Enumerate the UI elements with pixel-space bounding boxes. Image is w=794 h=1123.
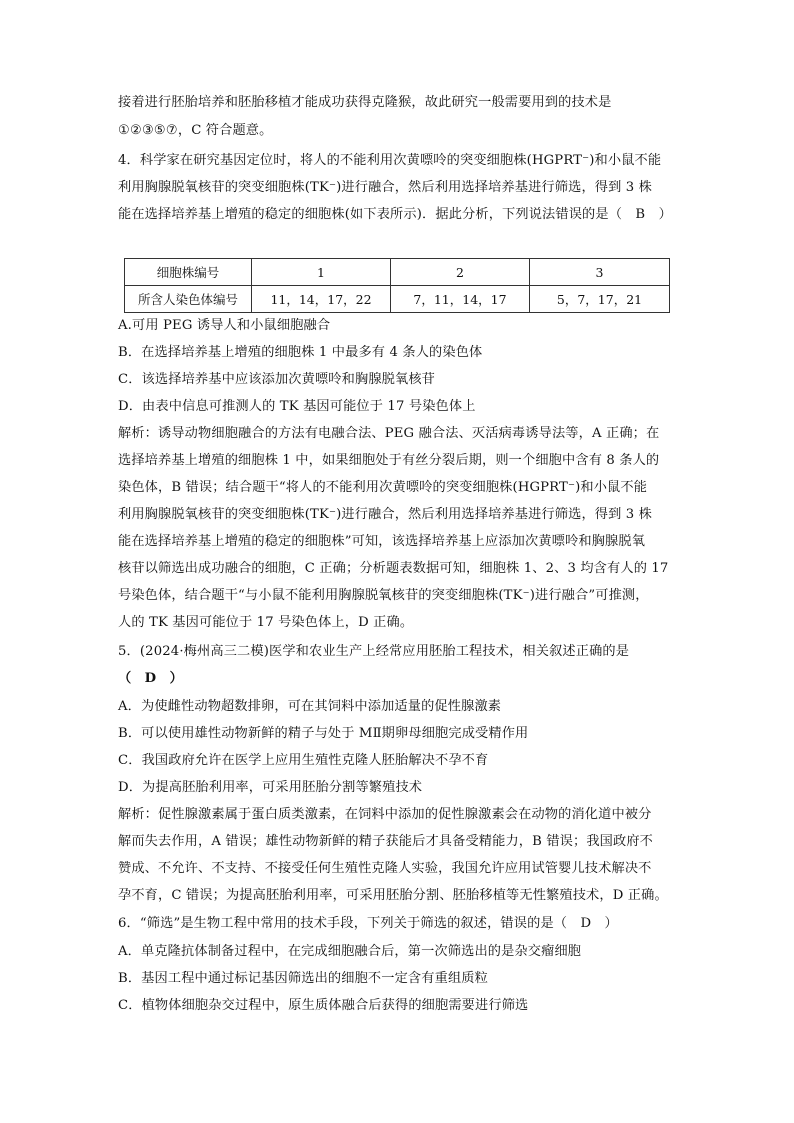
analysis-line: 能在选择培养基上增殖的稳定的细胞株”可知，该选择培养基上应添加次黄嘌呤和胸腺脱氧	[118, 534, 646, 549]
analysis-line: 赞成、不允许、不支持、不接受任何生殖性克隆人实验，我国允许应用试管婴儿技术解决不	[118, 861, 652, 876]
table-cell: 11，14，17，22	[252, 286, 391, 313]
cell-line-table	[124, 258, 670, 313]
analysis-line: 解析：诱导动物细胞融合的方法有电融合法、PEG 融合法、灭活病毒诱导法等，A 正确；在	[118, 426, 660, 441]
option-b: B．在选择培养基上增殖的细胞株 1 中最多有 4 条人的染色体	[118, 345, 483, 360]
analysis-line: 人的 TK 基因可能位于 17 号染色体上，D 正确。	[118, 615, 414, 630]
option-d: D．由表中信息可推测人的 TK 基因可能位于 17 号染色体上	[118, 399, 476, 414]
analysis-line: 号染色体，结合题干“与小鼠不能利用胸腺脱氧核苷的突变细胞株(TK⁻)进行融合”可推测，	[118, 588, 649, 603]
table-cell: 细胞株编号	[125, 259, 252, 286]
analysis-line: 解析：促性腺激素属于蛋白质类激素，在饲料中添加的促性腺激素会在动物的消化道中被分	[118, 807, 652, 822]
option-b: B．基因工程中通过标记基因筛选出的细胞不一定含有重组质粒	[118, 971, 488, 986]
analysis-line: 利用胸腺脱氧核苷的突变细胞株(TK⁻)进行融合，然后利用选择培养基进行筛选，得到 3 株	[118, 507, 653, 522]
analysis-line: 染色体，B 错误；结合题干“将人的不能利用次黄嘌呤的突变细胞株(HGPRT⁻)和小鼠不能	[118, 480, 648, 495]
analysis-line: 选择培养基上增殖的细胞株 1 中，如果细胞处于有丝分裂后期，则一个细胞中含有 8 条人的	[118, 453, 660, 468]
table-cell: 3	[530, 259, 670, 286]
question-4-stem: 4．科学家在研究基因定位时，将人的不能利用次黄嘌呤的突变细胞株(HGPRT⁻)和小鼠不能	[118, 153, 662, 168]
table-row	[125, 286, 670, 313]
text-line: 接着进行胚胎培养和胚胎移植才能成功获得克隆猴，故此研究一般需要用到的技术是	[118, 95, 612, 110]
option-c: C．我国政府允许在医学上应用生殖性克隆人胚胎解决不孕不育	[118, 753, 489, 768]
analysis-line: 孕不育，C 错误；为提高胚胎利用率，可采用胚胎分割、胚胎移植等无性繁殖技术，D 正确。	[118, 888, 668, 903]
text-line: ①②③⑤⑦，C 符合题意。	[118, 123, 273, 138]
question-4-stem: 能在选择培养基上增殖的稳定的细胞株(如下表所示)．据此分析，下列说法错误的是（ B ）	[118, 207, 672, 222]
option-c: C．植物体细胞杂交过程中，原生质体融合后获得的细胞需要进行筛选	[118, 998, 529, 1013]
answer-mark: （ D ）	[118, 671, 183, 686]
option-d: D．为提高胚胎利用率，可采用胚胎分割等繁殖技术	[118, 780, 423, 795]
analysis-line: 核苷以筛选出成功融合的细胞，C 正确；分析题表数据可知，细胞株 1、2、3 均含有人的 17	[118, 561, 669, 576]
table-cell: 5，7，17，21	[530, 286, 670, 313]
analysis-line: 解而失去作用，A 错误；雄性动物新鲜的精子获能后才具备受精能力，B 错误；我国政府不	[118, 834, 654, 849]
option-c: C．该选择培养基中应该添加次黄嘌呤和胸腺脱氧核苷	[118, 372, 436, 387]
table-cell: 所含人染色体编号	[125, 286, 252, 313]
question-6-stem: 6．“筛选”是生物工程中常用的技术手段，下列关于筛选的叙述，错误的是（ D ）	[118, 916, 618, 931]
table-cell: 2	[391, 259, 530, 286]
table-cell: 1	[252, 259, 391, 286]
question-5-stem: 5．(2024·梅州高三二模)医学和农业生产上经常应用胚胎工程技术，相关叙述正确的是	[118, 644, 630, 659]
option-a: A.可用 PEG 诱导人和小鼠细胞融合	[118, 318, 331, 333]
table-cell: 7，11，14，17	[391, 286, 530, 313]
option-a: A．为使雌性动物超数排卵，可在其饲料中添加适量的促性腺激素	[118, 699, 502, 714]
option-a: A．单克隆抗体制备过程中，在完成细胞融合后，第一次筛选出的是杂交瘤细胞	[118, 944, 582, 959]
question-4-stem: 利用胸腺脱氧核苷的突变细胞株(TK⁻)进行融合，然后利用选择培养基进行筛选，得到 3 株	[118, 180, 653, 195]
table-header-row	[125, 259, 670, 286]
option-b: B．可以使用雄性动物新鲜的精子与处于 MⅡ期卵母细胞完成受精作用	[118, 726, 529, 741]
